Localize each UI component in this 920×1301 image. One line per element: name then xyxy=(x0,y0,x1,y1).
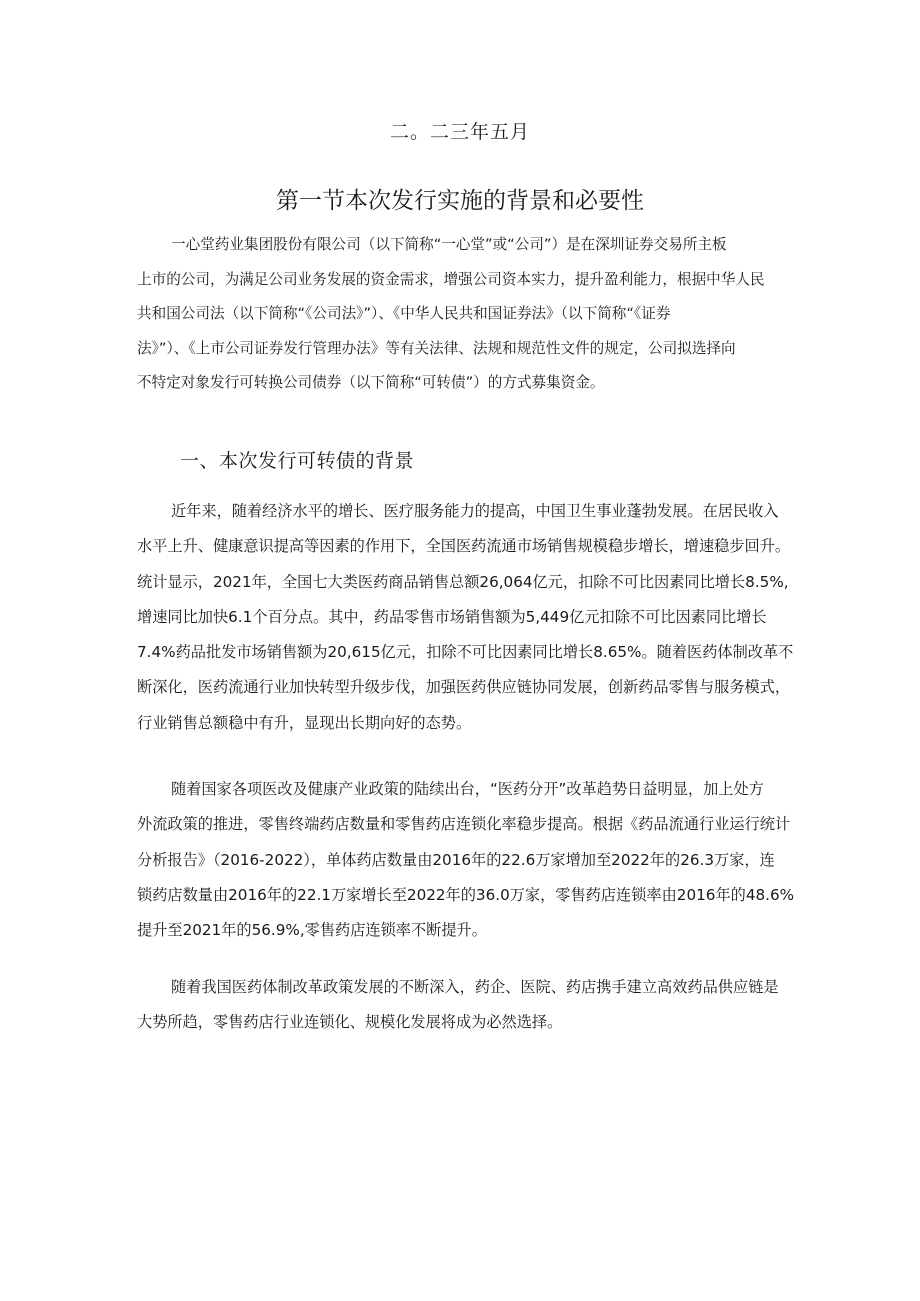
intro-line-2: 上市的公司，为满足公司业务发展的资金需求，增强公司资本实力，提升盈利能力，根据中华人民 xyxy=(137,270,765,288)
background-paragraph-2 xyxy=(137,772,797,948)
intro-paragraph xyxy=(137,228,797,401)
p1-line-6: 断深化，医药流通行业加快转型升级步伐，加强医药供应链协同发展，创新药品零售与服务模式， xyxy=(137,678,791,697)
p3-line-1: 随着我国医药体制改革政策发展的不断深入，药企、医院、药店携手建立高效药品供应链是 xyxy=(171,978,779,996)
section-title: 第一节本次发行实施的背景和必要性 xyxy=(276,188,644,214)
intro-line-3: 共和国公司法（以下简称“《公司法》”）、《中华人民共和国证券法》（以下简称“《证券 xyxy=(137,305,671,322)
p2-line-1: 随着国家各项医改及健康产业政策的陆续出台，“医药分开”改革趋势日益明显，加上处方 xyxy=(171,780,764,798)
p3-line-2: 大势所趋，零售药店行业连锁化、规模化发展将成为必然选择。 xyxy=(137,1013,563,1032)
p1-line-3: 统计显示，2021年，全国七大类医药商品销售总额26,064亿元，扣除不可比因素同比增长8.5%, xyxy=(137,572,789,591)
intro-line-5: 不特定对象发行可转换公司债券（以下简称“可转债”）的方式募集资金。 xyxy=(137,374,605,391)
p2-line-2: 外流政策的推进，零售终端药店数量和零售药店连锁化率稳步提高。根据《药品流通行业运行统计 xyxy=(137,815,791,834)
p2-line-4: 锁药店数量由2016年的22.1万家增长至2022年的36.0万家，零售药店连锁率由2016年的48.6% xyxy=(137,885,795,904)
p1-line-5: 7.4%药品批发市场销售额为20,615亿元，扣除不可比因素同比增长8.65%。随着医药体制改革不 xyxy=(137,643,794,662)
p1-line-1: 近年来，随着经济水平的增长、医疗服务能力的提高，中国卫生事业蓬勃发展。在居民收入 xyxy=(171,502,779,520)
intro-line-4: 法》”）、《上市公司证券发行管理办法》等有关法律、法规和规范性文件的规定，公司拟选择向 xyxy=(137,339,736,357)
p2-line-3: 分析报告》（2016-2022），单体药店数量由2016年的22.6万家增加至2022年的26.3万家，连 xyxy=(137,850,775,869)
p1-line-7: 行业销售总额稳中有升，显现出长期向好的态势。 xyxy=(137,713,472,732)
report-date: 二。二三年五月 xyxy=(389,121,530,143)
p1-line-2: 水平上升、健康意识提高等因素的作用下，全国医药流通市场销售规模稳步增长，增速稳步回升。 xyxy=(137,537,791,556)
intro-line-1: 一心堂药业集团股份有限公司（以下简称“一心堂”或“公司”）是在深圳证券交易所主板 xyxy=(171,236,727,253)
subsection-heading: 一、本次发行可转债的背景 xyxy=(180,450,415,472)
p1-line-4: 增速同比加快6.1个百分点。其中，药品零售市场销售额为5,449亿元扣除不可比因素同比增长 xyxy=(137,607,767,626)
background-paragraph-3 xyxy=(137,970,797,1041)
p2-line-5: 提升至2021年的56.9%,零售药店连锁率不断提升。 xyxy=(137,921,487,940)
background-paragraph-1 xyxy=(137,494,797,741)
